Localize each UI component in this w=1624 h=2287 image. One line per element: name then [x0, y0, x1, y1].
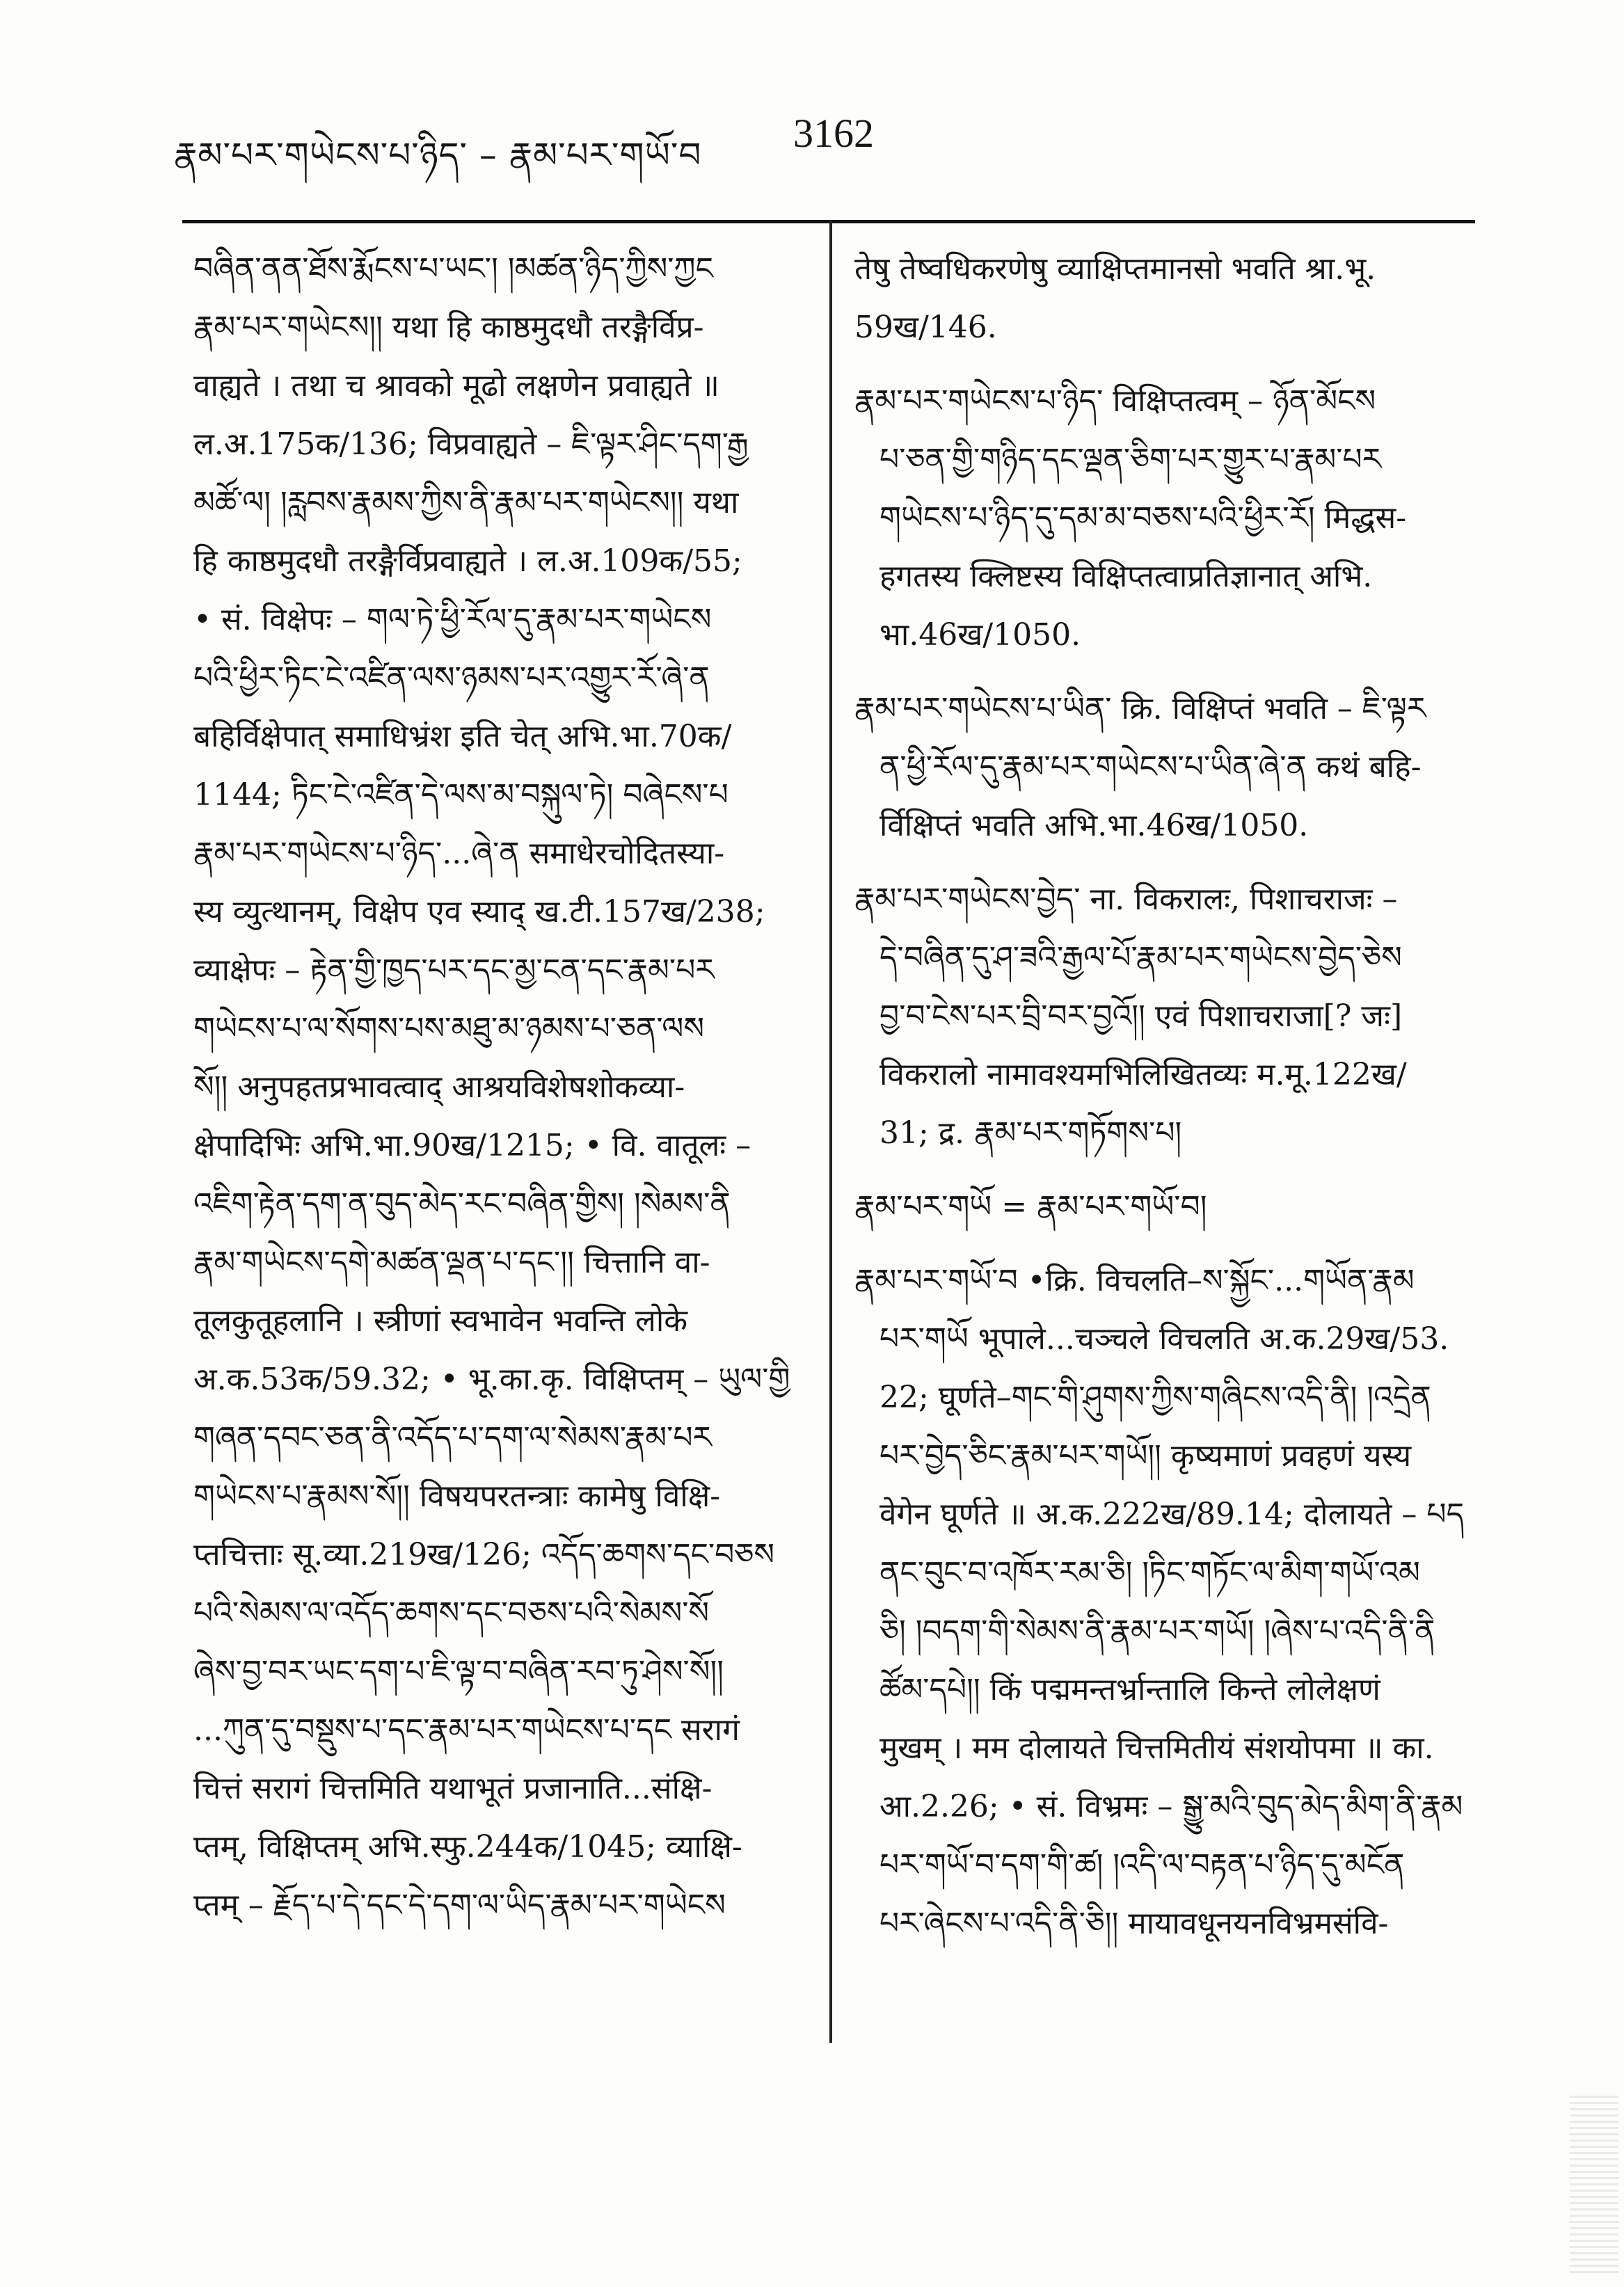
- text-line: བཞིན་ནན་ཐོས་རྨོངས་པ་ཡང་། །མཚན་ཉིད་ཀྱིས་ཀྱང: [193, 251, 713, 287]
- text-line: र्विक्षिप्तं भवति अभि.भा.46ख/1050.: [879, 808, 1309, 843]
- right-column: [854, 240, 1467, 1953]
- text-line: भा.46ख/1050.: [879, 617, 1081, 653]
- text-line: ནང་བུང་བ་འཁོར་རམ་ཅི། །ཏིང་གཏོང་ལ་མིག་གཡོ་འམ: [879, 1555, 1420, 1591]
- text-line: རྣམ་པར་གཡོ = རྣམ་པར་གཡོ་བ།: [854, 1189, 1207, 1225]
- text-line: འཇིག་རྟེན་དག་ན་བུད་མེད་རང་བཞིན་གྱིས། །སེམས་ནི: [193, 1186, 731, 1222]
- text-line: ཚོམ་དཔེ།། किं पद्ममन्तर्भ्रान्तालि किन्ते लोलेक्षणं: [879, 1672, 1380, 1707]
- dictionary-entry: [854, 240, 1467, 357]
- dictionary-entry: [854, 680, 1467, 855]
- text-line: གཡེངས་པ་ལ་སོགས་པས་མཐུ་མ་ཉམས་པ་ཅན་ལས: [193, 1011, 705, 1046]
- text-line: ...ཀུན་དུ་བསྡུས་པ་དང་རྣམ་པར་གཡེངས་པ་དང सरागं: [193, 1712, 740, 1748]
- top-rule: [182, 220, 1475, 223]
- text-line: བྱ་བ་ངེས་པར་བྲི་བར་བྱའོ།། एवं पिशाचराजा[? जः]: [879, 998, 1403, 1034]
- text-line: མཚོ་ལ། །རླབས་རྣམས་ཀྱིས་ནི་རྣམ་པར་གཡེངས།། यथा: [193, 485, 739, 520]
- left-column: [193, 240, 806, 1935]
- text-line: ཅི། །བདག་གི་སེམས་ནི་རྣམ་པར་གཡོ། །ཞེས་པ་འདི་ནི་ནི: [879, 1613, 1435, 1649]
- text-line: चित्तं सरागं चित्तमिति यथाभूतं प्रजानाति...संक्षि-: [193, 1771, 713, 1806]
- text-line: हगतस्य क्लिष्टस्य विक्षिप्तत्वाप्रतिज्ञानात् अभि.: [879, 559, 1373, 594]
- text-line: तूलकुतूहलानि । स्त्रीणां स्वभावेन भवन्ति लोके: [193, 1303, 688, 1339]
- dictionary-entry: [854, 372, 1467, 664]
- text-line: अ.क.53क/59.32; • भू.का.कृ. विक्षिप्तम् – ཡུལ་གྱི: [193, 1362, 790, 1397]
- text-line: སོ།། अनुपहतप्रभावत्वाद् आश्रयविशेषशोकव्या-: [193, 1069, 685, 1105]
- text-line: विकरालो नामावश्यमभिलिखितव्यः म.मू.122ख/: [879, 1057, 1407, 1092]
- text-line: ल.अ.175क/136; विप्रवाह्यते – ཇི་ལྟར་ཤིང་དག་རྒྱ: [193, 427, 749, 462]
- text-line: པའི་སེམས་ལ་འདོད་ཆགས་དང་བཅས་པའི་སེམས་སོ: [193, 1595, 710, 1631]
- text-line: 1144; ཏིང་ངེ་འཛིན་དེ་ལས་མ་བསྐུལ་ཏེ། བཞེངས་པ: [193, 777, 729, 813]
- text-line: པའི་ཕྱིར་ཏིང་ངེ་འཛིན་ལས་ཉམས་པར་འགྱུར་རོ་ཞེ་ན: [193, 660, 710, 696]
- text-line: तेषु तेष्वधिकरणेषु व्याक्षिप्तमानसो भवति श्रा.भू.: [854, 251, 1376, 287]
- text-line: आ.2.26; • सं. विभ्रमः – སྒྱུ་མའི་བུད་མེད་མིག་ནི་རྣམ: [879, 1789, 1463, 1824]
- text-line: प्तचित्ताः सू.व्या.219ख/126; འདོད་ཆགས་དང་བཅས: [193, 1537, 775, 1572]
- text-line: རྣམ་པར་གཡེངས་བྱེད་ ना. विकरालः, पिशाचराजः –: [854, 882, 1398, 917]
- dictionary-entry: [854, 870, 1467, 1163]
- text-line: པར་བྱེད་ཅིང་རྣམ་པར་གཡོ།། कृष्यमाणं प्रवहणं यस्य: [879, 1438, 1412, 1474]
- text-line: པར་གཡོ भूपाले...चञ्चले विचलति अ.क.29ख/53.: [879, 1321, 1449, 1357]
- text-line: རྣམ་པར་གཡེངས་པ་ཉིད་ विक्षिप्तत्वम् – ཉོན་མོངས: [854, 383, 1376, 419]
- text-line: པ་ཅན་གྱི་གཉིད་དང་ལྡན་ཅིག་པར་གྱུར་པ་རྣམ་པར: [879, 442, 1382, 477]
- text-line: वाह्यते । तथा च श्रावको मूढो लक्षणेन प्रवाह्यते ॥: [193, 368, 719, 404]
- text-line: बहिर्विक्षेपात् समाधिभ्रंश इति चेत् अभि.भा.70क/: [193, 719, 732, 754]
- text-line: हि काष्ठमुदधौ तरङ्गैर्विप्रवाह्यते । ल.अ.109क/55;: [193, 543, 742, 579]
- text-line: 22; घूर्णते–གང་གི་ཤུགས་ཀྱིས་གཞིངས་འདི་ནི། །འདྲེན: [879, 1380, 1431, 1415]
- text-line: वेगेन घूर्णते ॥ अ.क.222ख/89.14; दोलायते – པད: [879, 1497, 1465, 1532]
- text-line: དེ་བཞིན་དུ་ཤ་ཟའི་རྒྱལ་པོ་རྣམ་པར་གཡེངས་བྱེད་ཅེས: [879, 940, 1402, 975]
- page-number: 3162: [793, 111, 874, 156]
- text-line: ཞེས་བྱ་བར་ཡང་དག་པ་ཇི་ལྟ་བ་བཞིན་རབ་ཏུ་ཤེས་སོ།།: [193, 1654, 724, 1689]
- scan-edge-artifact: [1570, 2092, 1618, 2273]
- text-line: प्तम् – རྗོད་པ་དེ་དང་དེ་དག་ལ་ཡིད་རྣམ་པར་གཡེངས: [193, 1888, 726, 1923]
- text-line: • सं. विक्षेपः – གལ་ཏེ་ཕྱི་རོལ་དུ་རྣམ་པར་གཡེངས: [193, 602, 712, 637]
- dictionary-entry: [854, 1178, 1467, 1236]
- text-line: གཡེངས་པ་ཉིད་དུ་དམ་མ་བཅས་པའི་ཕྱིར་རོ། मिद्धस-: [879, 500, 1407, 536]
- text-line: རྣམ་གཡེངས་དགེ་མཚན་ལྡན་པ་དང་།། चित्तानि वा-: [193, 1245, 710, 1280]
- text-line: व्याक्षेपः – རྟེན་གྱི་ཁྱད་པར་དང་མྱ་ངན་དང་རྣམ་པར: [193, 953, 715, 988]
- text-line: स्य व्युत्थानम्, विक्षेप एव स्याद् ख.टी.157ख/238;: [193, 894, 765, 930]
- text-line: प्तम्, विक्षिप्तम् अभि.स्फु.244क/1045; व्याक्षि-: [193, 1829, 742, 1865]
- text-line: क्षेपादिभिः अभि.भा.90ख/1215; • वि. वातूलः –: [193, 1128, 751, 1163]
- text-line: 59ख/146.: [854, 310, 997, 345]
- text-line: ན་ཕྱི་རོལ་དུ་རྣམ་པར་གཡེངས་པ་ཡིན་ཞེ་ན कथं बहि-: [879, 749, 1422, 785]
- running-header: རྣམ་པར་གཡེངས་པ་ཉིད་ – རྣམ་པར་གཡོ་བ: [174, 135, 702, 175]
- text-line: གཡེངས་པ་རྣམས་སོ།། विषयपरतन्त्राः कामेषु विक्षि-: [193, 1479, 721, 1514]
- dictionary-entry: [854, 1252, 1467, 1953]
- text-line: རྣམ་པར་གཡོ་བ •क्रि. विचलति–ས་སྐྱོང་...གཡོན་རྣམ: [854, 1263, 1415, 1298]
- text-line: པར་ཞེངས་པ་འདི་ནི་ཅི།། मायावधूनयनविभ्रमसंवि-: [879, 1906, 1389, 1941]
- text-line: རྣམ་པར་གཡེངས་པ་ཉིད་...ཞེ་ན समाधेरचोदितस्या-: [193, 836, 725, 871]
- text-line: རྣམ་པར་གཡེངས་པ་ཡིན་ क्रि. विक्षिप्तं भवति – ཇི་ལྟར: [854, 691, 1426, 726]
- text-line: གཞན་དབང་ཅན་ནི་འདོད་པ་དག་ལ་སེམས་རྣམ་པར: [193, 1420, 712, 1456]
- text-line: རྣམ་པར་གཡེངས།། यथा हि काष्ठमुदधौ तरङ्गैर्विप्र-: [193, 310, 704, 345]
- text-line: པར་གཡོ་བ་དག་གི་ཚ། །འདི་ལ་བརྟན་པ་ཉིད་དུ་མངོན: [879, 1847, 1405, 1883]
- text-line: 31; द्र. རྣམ་པར་གཏོགས་པ།: [879, 1115, 1182, 1151]
- column-divider: [829, 220, 832, 2043]
- text-line: मुखम् । मम दोलायते चित्तमितीयं संशयोपमा ॥ का.: [879, 1730, 1434, 1766]
